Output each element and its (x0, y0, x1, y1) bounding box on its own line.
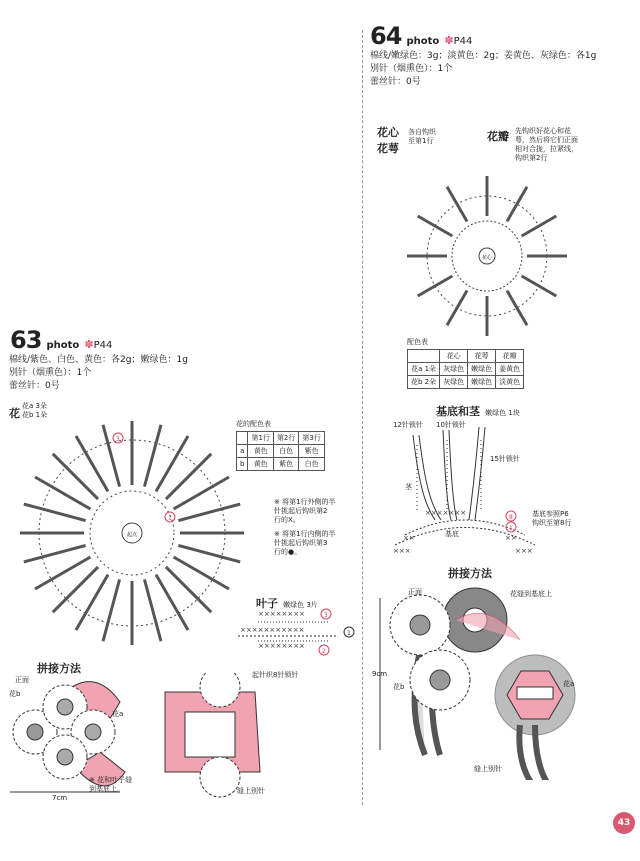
label-sew: 花缝到基底上 (510, 590, 552, 598)
join-title-64: 拼接方法 (448, 567, 492, 580)
flower-counts: 花a 3朵 花b 1朵 (22, 402, 48, 419)
materials-64 (370, 50, 640, 89)
pattern-number: 63 (10, 326, 42, 354)
material-line: 棉线/嫩绿色：3g；淡黄色：2g；姜黄色、灰绿色：各1g (370, 51, 597, 61)
label-base: 基底 (445, 530, 459, 538)
petal-spoke (178, 545, 240, 562)
label-stem: 茎 (405, 483, 412, 491)
assembly-63-illustration (5, 672, 275, 802)
color-table-title-63: 花的配色表 (236, 420, 271, 428)
svg-text:花心: 花心 (482, 255, 493, 261)
page-number-badge: 43 (613, 812, 635, 834)
label-note-63: ※ 花和叶子缝 到基底上。 (89, 776, 133, 793)
svg-text:××××××××: ×××××××× (258, 642, 305, 650)
svg-text:8: 8 (509, 514, 513, 521)
table-row: a 黄色 白色 紫色 (237, 445, 325, 458)
svg-text:2: 2 (322, 648, 326, 655)
svg-text:起点: 起点 (127, 532, 138, 538)
label-flower-b-63: 花b (9, 690, 21, 698)
petal-spoke (103, 579, 120, 641)
label-pin-63: 缝上别针 (237, 787, 265, 795)
material-line: 别针（烟熏色）：1个 (9, 368, 92, 378)
base-note: 基底参照P6 钩织至第8行 (532, 510, 572, 527)
material-line: 别针（烟熏色）：1个 (370, 64, 453, 74)
petal-spoke (447, 187, 467, 222)
star-icon: ✽ (84, 338, 94, 351)
material-line: 蕾丝针：0号 (9, 381, 60, 391)
petal-spoke (103, 425, 120, 487)
label-15ch: 15针锁针 (490, 455, 520, 463)
petal-spoke (522, 216, 557, 236)
petal-spoke (507, 187, 527, 222)
leaf-start-label: 起针织8针锁针 (252, 671, 299, 679)
petal-spoke (24, 504, 86, 521)
petal-spoke (178, 504, 240, 521)
petal-spoke (507, 291, 527, 326)
flower-calyx-label: 花萼 (377, 142, 399, 155)
petal-spoke (418, 276, 453, 296)
photo-label: photo (406, 36, 440, 47)
material-line: 棉线/紫色、白色、黄色：各2g；嫩绿色：1g (9, 355, 188, 365)
flower-b-white-2 (410, 650, 470, 710)
petal-spoke (418, 216, 453, 236)
stem-3 (469, 427, 479, 520)
table-row: 花b 2朵 灰绿色 嫩绿色 淡黄色 (408, 376, 524, 389)
color-table-64: 花心 花萼 花瓣 花a 1朵 灰绿色 嫩绿色 姜黄色 花b 2朵 灰绿色 嫩绿色 淡黄色 (407, 349, 524, 389)
material-line: 蕾丝针：0号 (370, 77, 421, 87)
petal-spoke (144, 579, 161, 641)
svg-text:×××: ××× (393, 547, 411, 555)
leaf-chart (228, 604, 358, 676)
photo-page: P44 (93, 340, 113, 351)
center-note: 各自钩织 至第1行 (408, 128, 436, 145)
pattern-63-header (10, 326, 112, 354)
note-2: ※ 将第1行内侧的半 针挑起后钩织第3 行的●。 (274, 530, 336, 556)
label-10ch: 10针锁针 (436, 421, 466, 429)
flower-63-chart (15, 405, 255, 650)
label-front-64: 正面 (408, 588, 422, 596)
color-table-title-64: 配色表 (407, 338, 428, 346)
pattern-64-header (370, 22, 472, 50)
svg-text:1: 1 (509, 525, 513, 532)
label-flower-b-64: 花b (393, 683, 405, 691)
svg-text:1: 1 (168, 515, 172, 522)
stem-1 (413, 435, 435, 520)
pin (517, 687, 553, 699)
label-12ch: 12针锁针 (393, 421, 423, 429)
materials-63 (9, 354, 349, 393)
svg-text:××: ×× (505, 534, 517, 542)
label-flower-a-63: 花a (112, 710, 124, 718)
svg-text:1: 1 (347, 630, 351, 637)
table-row: b 黄色 紫色 白色 (237, 458, 325, 471)
petal-spoke (24, 545, 86, 562)
flower-b-white (390, 595, 450, 655)
back-view (495, 655, 575, 780)
table-row: 花a 1朵 灰绿色 嫩绿色 姜黄色 (408, 363, 524, 376)
stem-title: 基底和茎 嫩绿色 1块 (436, 405, 520, 418)
label-9cm: 9cm (372, 670, 388, 678)
petal-spoke (447, 291, 467, 326)
note-1: ※ 将第1行外侧的半 针挑起后钩织第2 行的X。 (274, 498, 336, 524)
leaf-title: 叶子 嫩绿色 3片 (256, 597, 318, 610)
svg-text:×××: ××× (515, 547, 533, 555)
pattern-number: 64 (370, 22, 402, 50)
label-7cm: 7cm (52, 794, 68, 802)
center-calyx-labels (377, 125, 399, 157)
svg-text:×××××××××××: ××××××××××× (240, 626, 305, 634)
svg-text:××: ×× (403, 534, 415, 542)
flower-64-chart (400, 170, 575, 340)
petal-spoke (522, 276, 557, 296)
flower-center-label: 花心 (377, 126, 399, 139)
star-icon: ✽ (444, 34, 454, 47)
flower-a-3 (43, 735, 87, 779)
label-flower-a-64: 花a (563, 680, 575, 688)
join-title-63: 拼接方法 (37, 662, 81, 675)
label-pin-64: 缝上别针 (474, 765, 502, 773)
color-table-63: 第1行 第2行 第3行 a 黄色 白色 紫色 b 黄色 紫色 白色 (236, 431, 325, 471)
petal-label: 花瓣 (487, 130, 509, 143)
photo-label: photo (46, 340, 80, 351)
svg-text:×××××××: ××××××× (425, 509, 467, 517)
svg-text:3: 3 (116, 436, 120, 443)
page-divider (362, 30, 363, 805)
petal-spoke (144, 425, 161, 487)
photo-page: P44 (453, 36, 473, 47)
svg-text:3: 3 (324, 612, 328, 619)
flower-label-63: 花 (9, 407, 20, 420)
svg-text:××××××××: ×××××××× (258, 610, 305, 618)
petal-note: 先钩织好花心和花 萼，然后将它们正面 相对合拢，拉紧线， 钩织第2行 (515, 127, 578, 162)
label-front-63: 正面 (15, 676, 29, 684)
